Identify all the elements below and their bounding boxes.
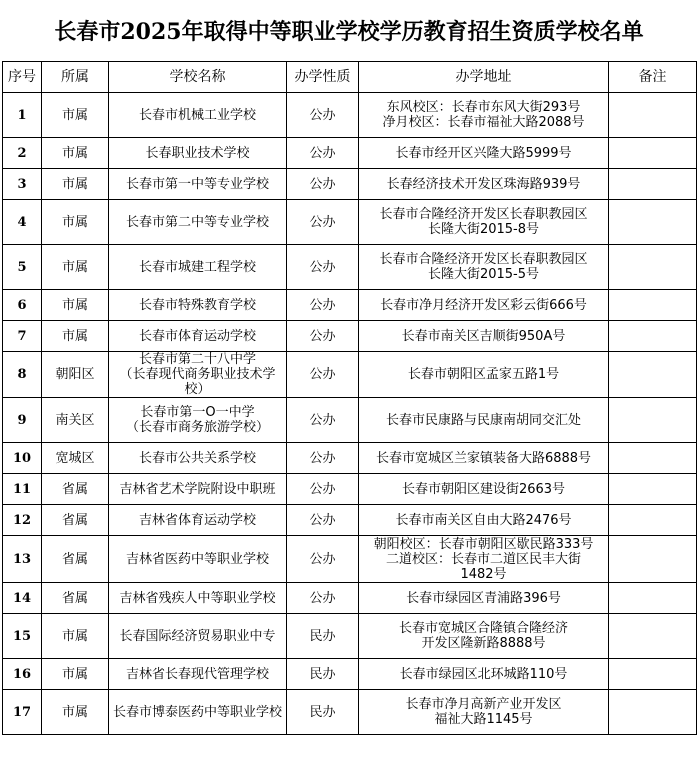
cell-nature: 公办 [287, 474, 359, 505]
cell-address [359, 614, 609, 659]
cell-address-line: 朝阳校区：长春市朝阳区歇民路333号 [373, 536, 594, 552]
header-school: 学校名称 [109, 62, 287, 93]
cell-school-line: 长春市第二十八中学 [138, 352, 256, 367]
cell-address-line: 长春市南关区吉顺街950A号 [401, 328, 566, 344]
cell-address-line: 长春市经开区兴隆大路5999号 [395, 145, 572, 161]
header-seq: 序号 [3, 62, 42, 93]
cell-seq: 7 [3, 321, 42, 352]
table-row [3, 200, 697, 245]
cell-affiliation: 市属 [42, 169, 109, 200]
cell-school [109, 659, 287, 690]
cell-school-line: 长春职业技术学校 [145, 145, 250, 161]
cell-address-line: 长春市宽城区兰家镇装备大路6888号 [375, 450, 592, 466]
cell-address [359, 443, 609, 474]
cell-school [109, 505, 287, 536]
cell-seq: 17 [3, 690, 42, 735]
cell-affiliation: 南关区 [42, 398, 109, 443]
cell-school [109, 398, 287, 443]
cell-school [109, 169, 287, 200]
cell-address-line: 二道校区：长春市二道区民丰大街 [385, 551, 581, 567]
cell-address [359, 505, 609, 536]
cell-address-line: 长春经济技术开发区珠海路939号 [386, 176, 581, 192]
table-header-row [3, 62, 697, 93]
cell-nature: 公办 [287, 245, 359, 290]
cell-nature: 公办 [287, 536, 359, 583]
cell-nature: 公办 [287, 583, 359, 614]
header-nature: 办学性质 [287, 62, 359, 93]
cell-seq: 15 [3, 614, 42, 659]
school-table [2, 61, 697, 735]
cell-affiliation: 市属 [42, 321, 109, 352]
cell-school [109, 138, 287, 169]
table-row [3, 138, 697, 169]
cell-address-line: 长春市南关区自由大路2476号 [395, 512, 572, 528]
cell-school [109, 583, 287, 614]
cell-seq: 3 [3, 169, 42, 200]
cell-school-line: 长春市博泰医药中等职业学校 [112, 704, 282, 720]
cell-address-line: 长春市宽城区合隆镇合隆经济 [398, 621, 568, 636]
cell-note [609, 290, 697, 321]
cell-note [609, 352, 697, 398]
cell-address-line: 长隆大街2015-5号 [427, 267, 540, 282]
cell-address-line: 长春市合隆经济开发区长春职教园区 [379, 207, 588, 222]
cell-nature: 公办 [287, 352, 359, 398]
cell-note [609, 474, 697, 505]
cell-address [359, 93, 609, 138]
cell-nature: 公办 [287, 505, 359, 536]
cell-affiliation: 市属 [42, 245, 109, 290]
cell-nature: 民办 [287, 659, 359, 690]
cell-address [359, 536, 609, 583]
cell-seq: 9 [3, 398, 42, 443]
cell-affiliation: 宽城区 [42, 443, 109, 474]
cell-school-line: （长春现代商务职业技术学校） [119, 367, 276, 397]
cell-school-line: 吉林省残疾人中等职业学校 [119, 590, 276, 606]
cell-address-line: 东风校区：长春市东风大街293号 [386, 100, 581, 115]
cell-school [109, 352, 287, 398]
cell-seq: 5 [3, 245, 42, 290]
table-row [3, 290, 697, 321]
cell-address-line: 长春市合隆经济开发区长春职教园区 [379, 252, 588, 267]
cell-school-line: 吉林省医药中等职业学校 [125, 551, 269, 567]
cell-nature: 公办 [287, 443, 359, 474]
cell-affiliation: 省属 [42, 474, 109, 505]
cell-school [109, 93, 287, 138]
cell-affiliation: 市属 [42, 200, 109, 245]
table-row [3, 352, 697, 398]
table-row [3, 443, 697, 474]
cell-note [609, 200, 697, 245]
cell-seq: 10 [3, 443, 42, 474]
cell-affiliation: 市属 [42, 659, 109, 690]
cell-address-line: 长春市民康路与民康南胡同交汇处 [385, 412, 581, 428]
cell-seq: 8 [3, 352, 42, 398]
cell-school [109, 474, 287, 505]
table-row [3, 245, 697, 290]
cell-school [109, 321, 287, 352]
cell-school-line: 长春市特殊教育学校 [138, 297, 256, 313]
cell-school [109, 536, 287, 583]
cell-note [609, 443, 697, 474]
cell-note [609, 398, 697, 443]
table-row [3, 583, 697, 614]
table-row [3, 321, 697, 352]
cell-school-line: 吉林省长春现代管理学校 [125, 666, 269, 682]
cell-seq: 12 [3, 505, 42, 536]
table-row [3, 474, 697, 505]
table-row [3, 169, 697, 200]
cell-address [359, 583, 609, 614]
cell-affiliation: 市属 [42, 138, 109, 169]
cell-affiliation: 省属 [42, 583, 109, 614]
table-row [3, 93, 697, 138]
cell-school [109, 690, 287, 735]
cell-school [109, 443, 287, 474]
cell-seq: 6 [3, 290, 42, 321]
cell-note [609, 583, 697, 614]
cell-address [359, 245, 609, 290]
cell-nature: 公办 [287, 290, 359, 321]
cell-note [609, 138, 697, 169]
cell-nature: 公办 [287, 398, 359, 443]
cell-address [359, 169, 609, 200]
table-row [3, 690, 697, 735]
cell-affiliation: 市属 [42, 290, 109, 321]
cell-address-line: 开发区隆新路8888号 [421, 636, 546, 651]
cell-address [359, 690, 609, 735]
header-note: 备注 [609, 62, 697, 93]
cell-note [609, 245, 697, 290]
cell-school-line: 吉林省体育运动学校 [138, 512, 256, 528]
cell-seq: 4 [3, 200, 42, 245]
cell-address-line: 长春市朝阳区孟家五路1号 [407, 367, 560, 382]
cell-address [359, 321, 609, 352]
cell-address-line: 福祉大路1145号 [434, 712, 533, 727]
cell-seq: 2 [3, 138, 42, 169]
cell-affiliation: 省属 [42, 505, 109, 536]
cell-address [359, 659, 609, 690]
cell-seq: 11 [3, 474, 42, 505]
header-address: 办学地址 [359, 62, 609, 93]
cell-seq: 16 [3, 659, 42, 690]
cell-seq: 14 [3, 583, 42, 614]
cell-address-line: 长春市净月高新产业开发区 [405, 697, 562, 712]
table-body [3, 93, 697, 735]
cell-note [609, 93, 697, 138]
page-title: 长春市2025年取得中等职业学校学历教育招生资质学校名单 [54, 18, 644, 45]
table-row [3, 614, 697, 659]
cell-address [359, 474, 609, 505]
cell-school-line: （长春市商务旅游学校） [125, 420, 269, 435]
cell-school-line: 长春市体育运动学校 [138, 328, 256, 344]
cell-nature: 公办 [287, 169, 359, 200]
cell-note [609, 659, 697, 690]
cell-school [109, 614, 287, 659]
cell-nature: 民办 [287, 614, 359, 659]
cell-note [609, 614, 697, 659]
cell-nature: 公办 [287, 321, 359, 352]
cell-address [359, 352, 609, 398]
cell-nature: 公办 [287, 93, 359, 138]
cell-address-line: 净月校区：长春市福祉大路2088号 [382, 115, 585, 130]
cell-seq: 13 [3, 536, 42, 583]
cell-school [109, 245, 287, 290]
cell-note [609, 690, 697, 735]
cell-note [609, 169, 697, 200]
cell-school-line: 长春市第一中等专业学校 [125, 176, 269, 192]
cell-nature: 公办 [287, 200, 359, 245]
cell-school-line: 长春市公共关系学校 [138, 450, 256, 466]
cell-address-line: 1482号 [460, 566, 507, 582]
cell-affiliation: 市属 [42, 690, 109, 735]
table-row [3, 536, 697, 583]
cell-address [359, 138, 609, 169]
header-affiliation: 所属 [42, 62, 109, 93]
table-row [3, 505, 697, 536]
cell-seq: 1 [3, 93, 42, 138]
cell-school-line: 长春市机械工业学校 [138, 107, 256, 123]
cell-address [359, 200, 609, 245]
cell-nature: 民办 [287, 690, 359, 735]
cell-school-line: 长春市城建工程学校 [138, 259, 256, 275]
cell-address-line: 长春市净月经济开发区彩云街666号 [380, 297, 587, 313]
cell-note [609, 505, 697, 536]
cell-school-line: 长春市第二中等专业学校 [125, 214, 269, 230]
cell-address-line: 长春市绿园区青浦路396号 [406, 590, 561, 606]
cell-note [609, 321, 697, 352]
cell-address [359, 290, 609, 321]
cell-affiliation: 市属 [42, 614, 109, 659]
cell-address-line: 长春市朝阳区建设街2663号 [401, 481, 566, 497]
cell-school [109, 200, 287, 245]
cell-school-line: 长春国际经济贸易职业中专 [119, 628, 276, 644]
cell-school [109, 290, 287, 321]
cell-affiliation: 省属 [42, 536, 109, 583]
cell-affiliation: 朝阳区 [42, 352, 109, 398]
table-row [3, 659, 697, 690]
cell-address-line: 长隆大街2015-8号 [427, 222, 540, 237]
cell-school-line: 长春市第一O一中学 [140, 405, 255, 420]
table-row [3, 398, 697, 443]
cell-note [609, 536, 697, 583]
cell-address-line: 长春市绿园区北环城路110号 [399, 666, 568, 682]
cell-address [359, 398, 609, 443]
cell-affiliation: 市属 [42, 93, 109, 138]
cell-school-line: 吉林省艺术学院附设中职班 [119, 481, 276, 497]
cell-nature: 公办 [287, 138, 359, 169]
